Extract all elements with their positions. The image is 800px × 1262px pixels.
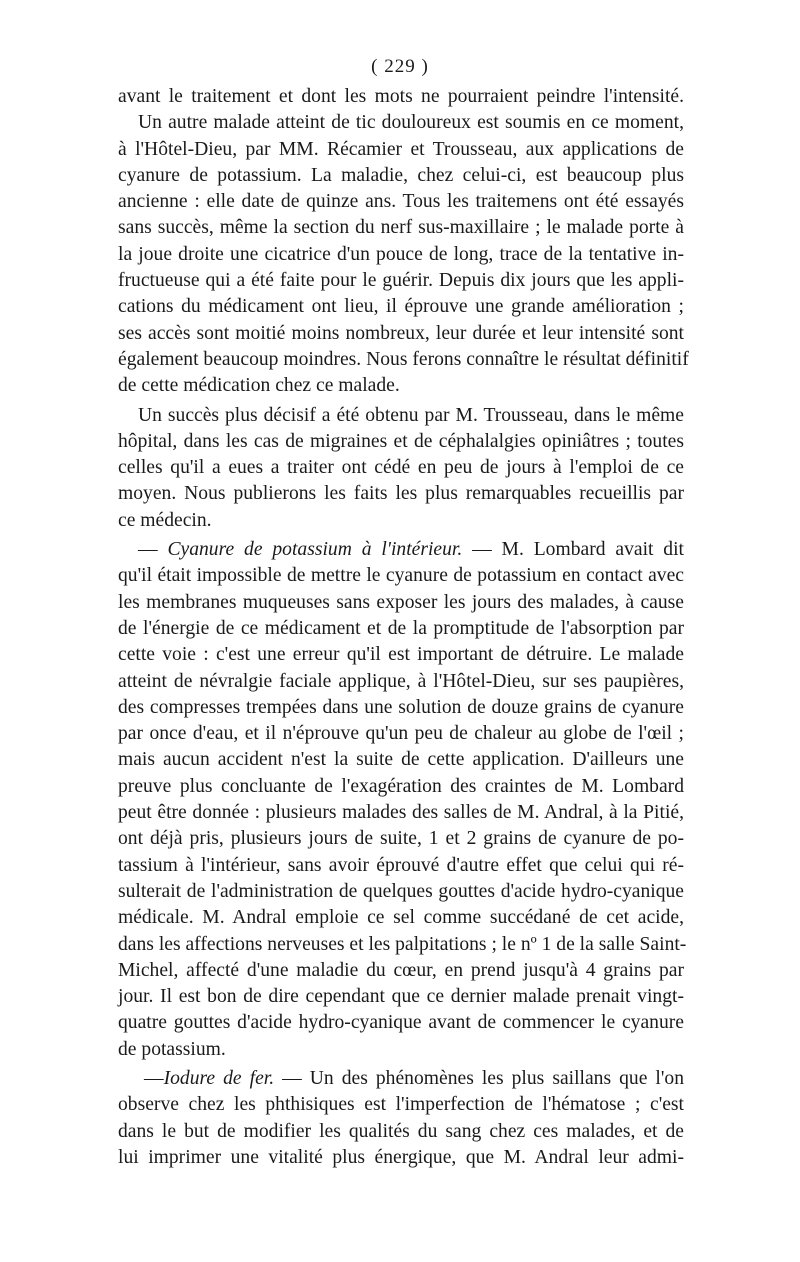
text-line: peut être donnée : plusieurs malades des salles de M. Andral, à la Pitié, [118, 802, 684, 824]
text-line: ont déjà pris, plusieurs jours de suite, 1 et 2 grains de cyanure de po- [118, 828, 684, 850]
text-line: cette voie : c'est une erreur qu'il est important de détruire. Le malade [118, 644, 684, 666]
text-line: ancienne : elle date de quinze ans. Tous les traitemens ont été essayés [118, 191, 684, 213]
text-line: ses accès sont moitié moins nombreux, leur durée et leur intensité sont [118, 322, 684, 344]
text-line: avant le traitement et dont les mots ne pourraient peindre l'intensité. [118, 86, 684, 107]
heading-dash: — [138, 539, 168, 561]
text-line: Un autre malade atteint de tic douloureux est soumis en ce moment, [138, 112, 684, 134]
text-line: atteint de névralgie faciale applique, à l'Hôtel-Dieu, sur ses paupières, [118, 670, 684, 692]
page-number: ( 229 ) [371, 56, 429, 77]
text-line: mais aucun accident n'est la suite de cette application. D'ailleurs une [118, 749, 684, 771]
heading-continuation: — M. Lombard avait dit [462, 539, 684, 561]
text-line: cyanure de potassium. La maladie, chez celui-ci, est beaucoup plus [118, 164, 684, 186]
text-line: à l'Hôtel-Dieu, par MM. Récamier et Trousseau, aux applications de [118, 138, 684, 160]
text-line: également beaucoup moindres. Nous ferons connaître le résultat définitif [118, 348, 689, 370]
text-line: hôpital, dans les cas de migraines et de céphalalgies opiniâtres ; toutes [118, 430, 684, 452]
text-line: dans les affections nerveuses et les palpitations ; le nº 1 de la salle Saint- [118, 933, 687, 955]
text-line: de cette médication chez ce malade. [118, 375, 400, 397]
text-line: la joue droite une cicatrice d'un pouce de long, trace de la tentative in- [118, 243, 684, 265]
text-line: cations du médicament ont lieu, il éprouve une grande amélioration ; [118, 296, 684, 318]
text-line: des compresses trempées dans une solution de douze grains de cyanure [118, 696, 684, 718]
text-line: qu'il était impossible de mettre le cyanure de potassium en contact avec [118, 565, 684, 587]
text-line: tassium à l'intérieur, sans avoir éprouvé d'autre effet que celui qui ré- [118, 854, 684, 876]
text-line: médicale. M. Andral emploie ce sel comme succédané de cet acide, [118, 907, 684, 929]
text-line: ce médecin. [118, 509, 212, 531]
section-heading-line [118, 537, 684, 563]
paragraph-2 [118, 110, 689, 399]
text-line: observe chez les phthisiques est l'imperfection de l'hématose ; c'est [118, 1094, 684, 1116]
text-line: les membranes muqueuses sans exposer les jours des malades, à cause [118, 591, 684, 613]
paragraph-4 [118, 537, 687, 1063]
text-line: Un succès plus décisif a été obtenu par M. Trousseau, dans le même [138, 404, 684, 426]
text-line: moyen. Nous publierons les faits les plus remarquables recueillis par [118, 483, 684, 505]
heading-dash: — [144, 1067, 164, 1089]
section-title-iodure: Iodure de fer. [163, 1067, 275, 1089]
section-title-cyanure: Cyanure de potassium à l'intérieur. [167, 539, 463, 561]
heading-continuation: — Un des phénomènes les plus saillans que l'on [274, 1067, 684, 1089]
text-line: jour. Il est bon de dire cependant que ce dernier malade prenait vingt- [118, 986, 684, 1008]
paragraph-5 [118, 1066, 684, 1171]
paragraph-3 [118, 403, 684, 534]
paragraph-1 [118, 84, 684, 110]
text-line: fructueuse qui a été faite pour le guérir. Depuis dix jours que les appli- [118, 270, 684, 292]
text-line: de l'énergie de ce médicament et de la promptitude de l'absorption par [118, 617, 684, 639]
text-line: preuve plus concluante de l'exagération des craintes de M. Lombard [118, 775, 684, 797]
text-line: sulterait de l'administration de quelques gouttes d'acide hydro-cyanique [118, 880, 684, 902]
body-text [118, 84, 689, 1171]
text-line: lui imprimer une vitalité plus énergique, que M. Andral leur admi- [118, 1146, 684, 1168]
text-line: sans succès, même la section du nerf sus-maxillaire ; le malade porte à [118, 217, 684, 239]
text-line: dans le but de modifier les qualités du sang chez ces malades, et de [118, 1120, 684, 1142]
text-line: celles qu'il a eues a traiter ont cédé en peu de jours à l'emploi de ce [118, 457, 684, 479]
text-line: de potassium. [118, 1038, 226, 1060]
text-line: par once d'eau, et il n'éprouve qu'un peu de chaleur au globe de l'œil ; [118, 723, 684, 745]
text-line: Michel, affecté d'une maladie du cœur, en prend jusqu'à 4 grains par [118, 959, 684, 981]
section-heading-line [118, 1066, 684, 1092]
text-line: quatre gouttes d'acide hydro-cyanique avant de commencer le cyanure [118, 1012, 684, 1034]
